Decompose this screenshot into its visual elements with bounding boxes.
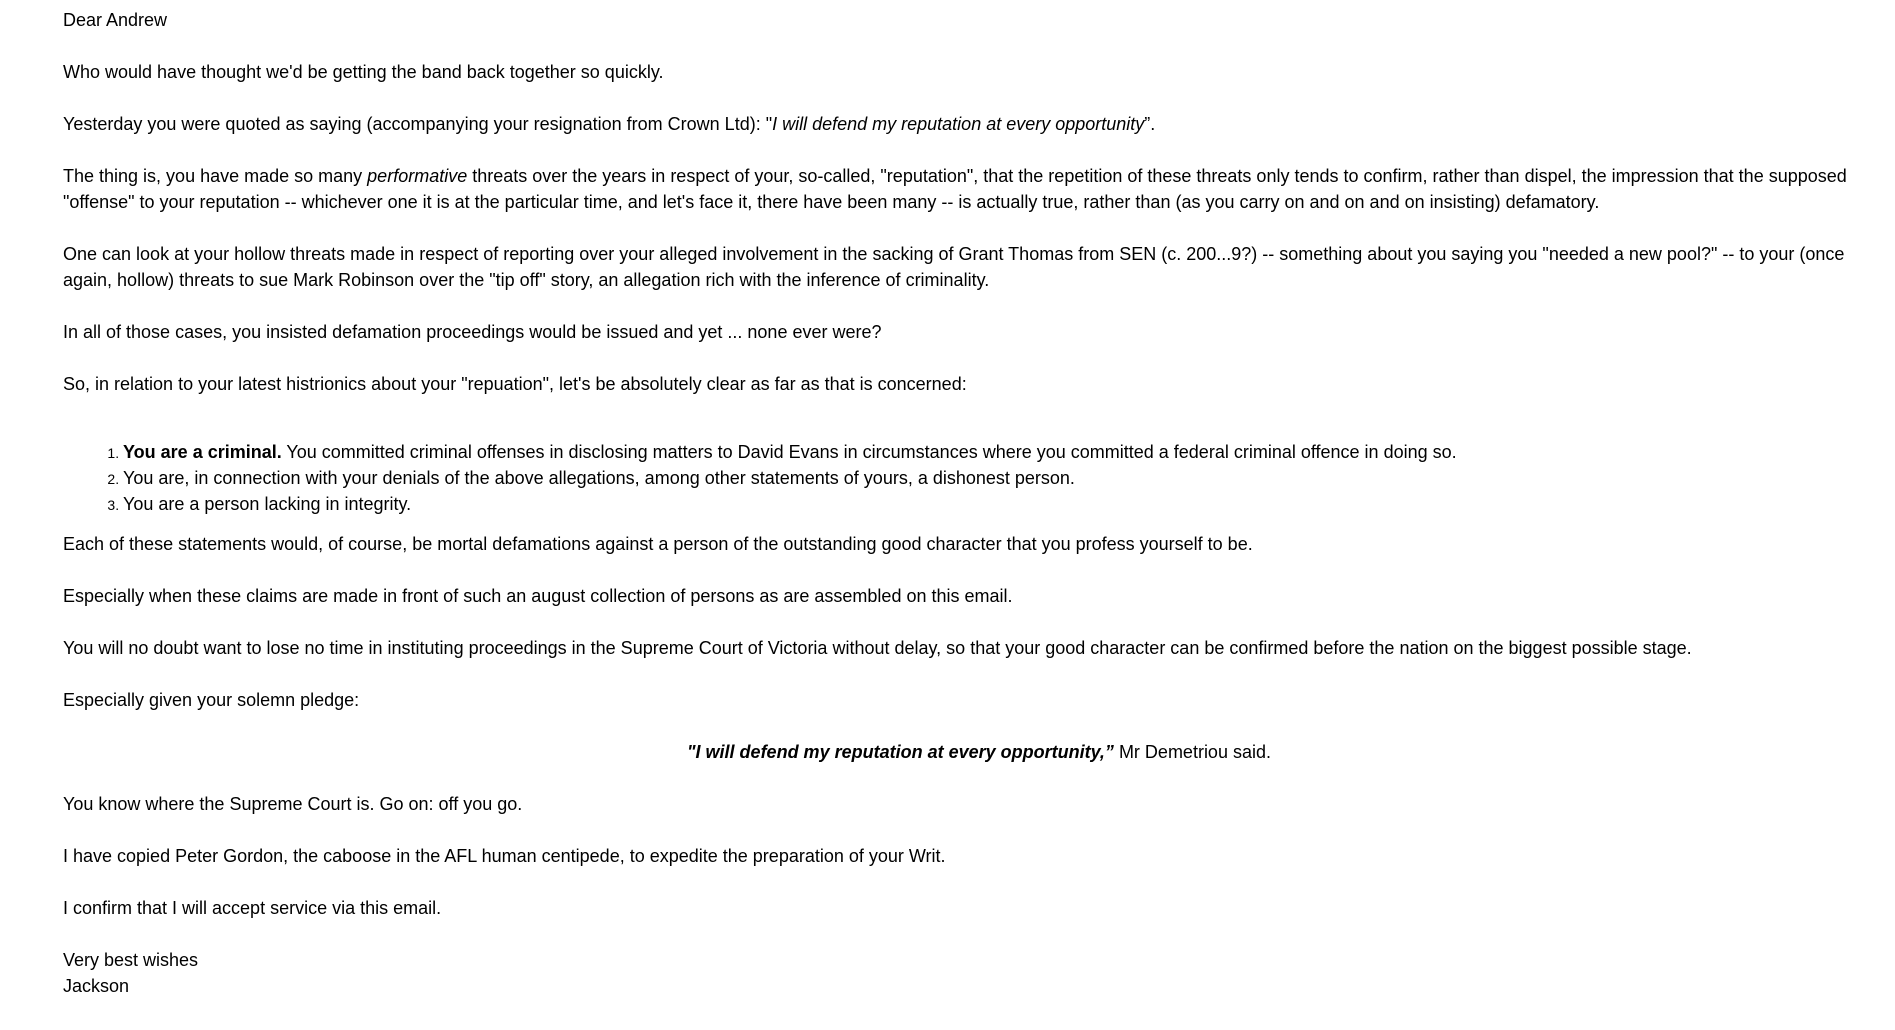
list-item-text: You committed criminal offenses in disclosing matters to David Evans in circumstances where you committed a federal criminal offence in doing so. [281,442,1457,462]
allegations-list [63,439,1895,517]
signature: Jackson [63,976,130,996]
pull-quote-attribution: Mr Demetriou said. [1113,742,1271,762]
threats-rest: threats over the years in respect of your, so-called, "reputation", that the repetition of these threats only tends to confirm, rather than dispel, the impression that the supposed "offense" to your reputation -- whichever one it is at the particular time, and let's face it, there have been many -- is actually true, rather than (as you carry on and on and on insisting) defamatory. [63,166,1847,212]
signoff: Very best wishes [63,950,199,970]
paragraph-copied: I have copied Peter Gordon, the caboose in the AFL human centipede, to expedite the preparation of your Writ. [63,846,946,866]
paragraph-threats [63,163,1895,215]
paragraph-august: Especially when these claims are made in front of such an august collection of persons as are assembled on this email. [63,586,1013,606]
list-item-text: You are, in connection with your denials of the above allegations, among other statements of yours, a dishonest person. [123,468,1075,488]
quoted-text: I will defend my reputation at every opportunity [772,114,1145,134]
paragraph-proceedings: You will no doubt want to lose no time in instituting proceedings in the Supreme Court of Victoria without delay, so that your good character can be confirmed before the nation on the biggest possible stage. [63,638,1692,658]
email-body [63,7,1895,999]
list-item-text: You are a person lacking in integrity. [123,494,412,514]
threats-emphasis: performative [367,166,468,186]
list-item [123,439,1895,465]
greeting: Dear Andrew [63,10,168,30]
quoted-close: ”. [1144,114,1156,134]
paragraph-cases: In all of those cases, you insisted defamation proceedings would be issued and yet ... none ever were? [63,322,882,342]
paragraph-pledge: Especially given your solemn pledge: [63,690,360,710]
paragraph-clear: So, in relation to your latest histrionics about your "repuation", let's be absolutely clear as far as that is concerned: [63,374,967,394]
pull-quote [63,739,1895,765]
paragraph-quoted [63,111,1895,137]
list-item [123,465,1895,491]
paragraph-defamations: Each of these statements would, of course, be mortal defamations against a person of the outstanding good character that you profess yourself to be. [63,534,1253,554]
threats-intro: The thing is, you have made so many [63,166,368,186]
paragraph-band: Who would have thought we'd be getting the band back together so quickly. [63,62,664,82]
list-item-bold: You are a criminal. [123,442,282,462]
pull-quote-text: "I will defend my reputation at every opportunity,” [687,742,1114,762]
signature-block [63,947,1895,999]
list-item [123,491,1895,517]
paragraph-supreme-court: You know where the Supreme Court is. Go on: off you go. [63,794,523,814]
quoted-intro: Yesterday you were quoted as saying (accompanying your resignation from Crown Ltd): " [63,114,773,134]
paragraph-hollow-threats: One can look at your hollow threats made in respect of reporting over your alleged involvement in the sacking of Grant Thomas from SEN (c. 200...9?) -- something about you saying you "needed a new pool?" -- to your (once again, hollow) threats to sue Mark Robinson over the "tip off" story, an allegation rich with the inference of criminality. [63,244,1845,290]
paragraph-service: I confirm that I will accept service via this email. [63,898,442,918]
